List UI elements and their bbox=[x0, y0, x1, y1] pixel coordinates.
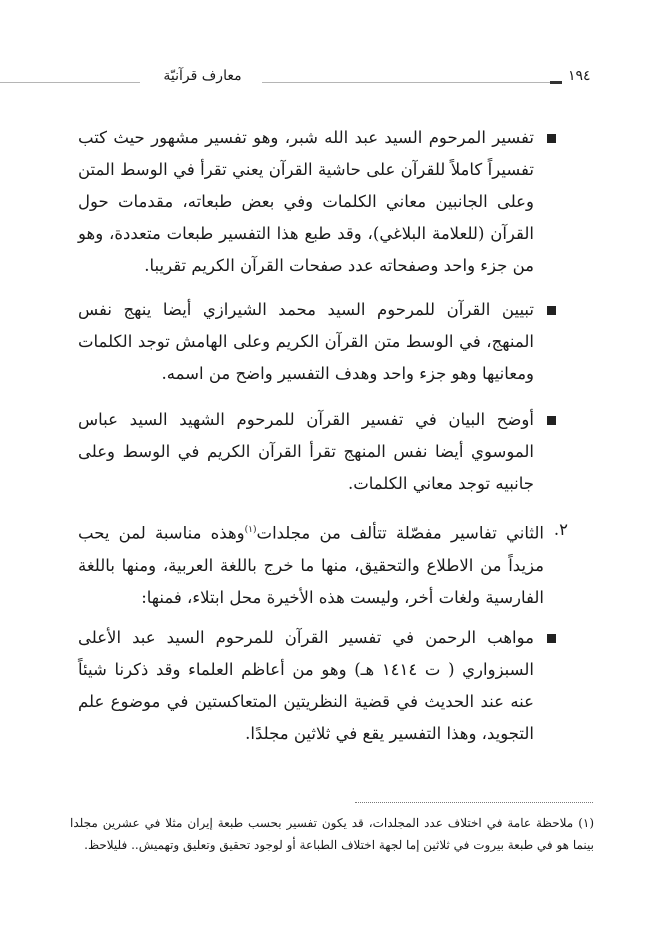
bullet-square-icon bbox=[547, 634, 556, 643]
book-title: معارف قرآنيّة bbox=[163, 68, 242, 84]
page-number: ١٩٤ bbox=[568, 68, 591, 84]
item-text: تبيين القرآن للمرحوم السيد محمد الشيرازي أيضا ينهج نفس المنهج، في الوسط متن القرآن الكريم وعلى الهامش توجد الكلمات ومعانيها وهو جزء واحد وهدف التفسير واضح من اسمه. bbox=[78, 300, 534, 383]
bullet-square-icon bbox=[547, 134, 556, 143]
item-text: تفسير المرحوم السيد عبد الله شبر، وهو تفسير مشهور حيث كتب تفسيراً كاملاً للقرآن على حاشية القرآن يعني تقرأ في الوسط المتن وعلى الجانبين معاني الكلمات وفي بعض طبعاته، مقدمات حول القرآن (للعلامة البلاغي)، وقد طبع هذا التفسير طبعات متعددة، وهو من جزء واحد وصفحاته عدد صفحات القرآن الكريم تقريبا. bbox=[78, 128, 534, 275]
item-text: وهذه مناسبة لمن يحب مزيداً من الاطلاع والتحقيق، منها ما خرج باللغة العربية، ومنها باللغة الفارسية ولغات أخر، وليست هذه الأخيرة محل ابتلاء، فمنها: bbox=[78, 523, 544, 607]
header-rule-right bbox=[262, 82, 550, 83]
footnote-text: ملاحظة عامة في اختلاف عدد المجلدات، قد يكون تفسير بحسب طبعة إيران مثلا في عشرين مجلدا بينما هو في طبعة بيروت في ثلاثين إما لجهة اختلاف الطباعة أو لوجود تحقيق وتعليق وتهميش.. فليلاحظ. bbox=[70, 816, 594, 852]
bullet-square-icon bbox=[547, 306, 556, 315]
item-number: ٢. bbox=[553, 520, 568, 539]
footnote bbox=[70, 812, 594, 856]
numbered-item bbox=[78, 514, 568, 614]
page-number-dash bbox=[550, 81, 562, 84]
list-item bbox=[78, 122, 558, 282]
bullet-square-icon bbox=[547, 416, 556, 425]
footnote-ref: (١) bbox=[244, 525, 257, 535]
header-rule-left bbox=[0, 82, 140, 83]
list-item bbox=[78, 294, 558, 390]
item-text: مواهب الرحمن في تفسير القرآن للمرحوم السيد عبد الأعلى السبزواري ( ت ١٤١٤ هـ) وهو من أعاظم العلماء وقد ذكرنا شيئاً عنه عند الحديث في قضية النظريتين المتعاكستين في موضوع علم التجويد، وهذا التفسير يقع في ثلاثين مجلدًا. bbox=[78, 628, 534, 743]
item-text: أوضح البيان في تفسير القرآن للمرحوم الشهيد السيد عباس الموسوي أيضا نفس المنهج تقرأ القرآن الكريم في الوسط وعلى جانبيه توجد معاني الكلمات. bbox=[78, 410, 534, 493]
list-item bbox=[78, 622, 558, 750]
list-item bbox=[78, 404, 558, 500]
item-text: الثاني تفاسير مفصّلة تتألف من مجلدات bbox=[256, 523, 545, 543]
footnote-separator bbox=[355, 802, 593, 803]
footnote-marker: (١) bbox=[578, 816, 595, 830]
running-header bbox=[0, 68, 669, 98]
